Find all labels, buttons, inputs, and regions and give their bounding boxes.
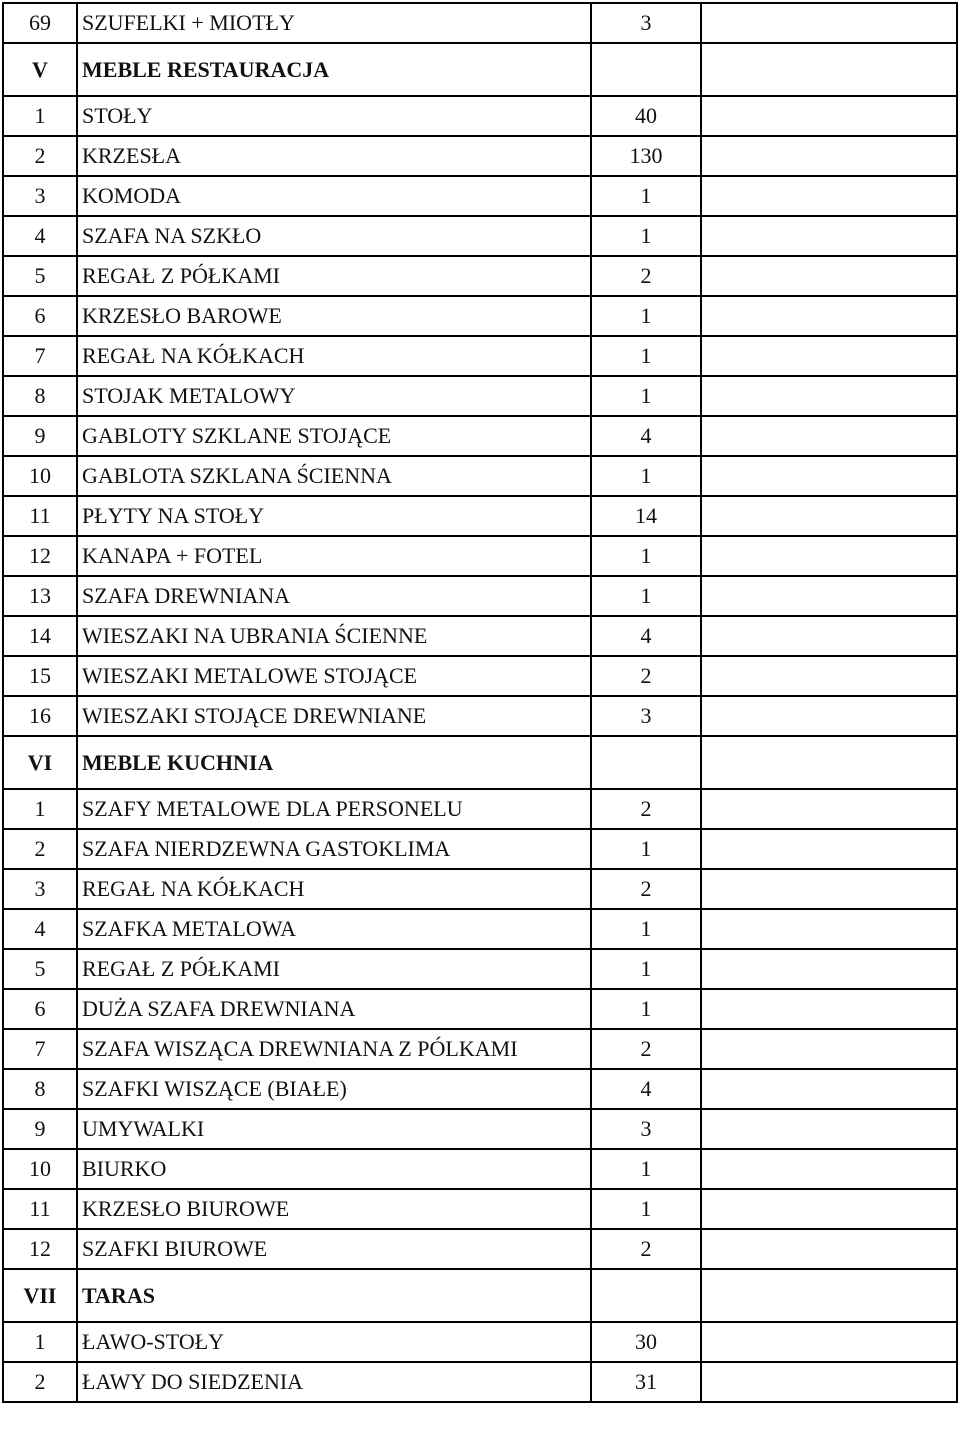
table-row [3, 496, 957, 536]
table-row [3, 789, 957, 829]
item-name-cell: REGAŁ NA KÓŁKACH [77, 336, 591, 376]
quantity-cell: 1 [591, 176, 701, 216]
row-number-cell: 2 [3, 1362, 77, 1402]
row-number-cell: 5 [3, 256, 77, 296]
quantity-cell [591, 1269, 701, 1322]
item-name-cell: WIESZAKI METALOWE STOJĄCE [77, 656, 591, 696]
row-number-cell: 1 [3, 1322, 77, 1362]
item-name-cell: SZAFKI BIUROWE [77, 1229, 591, 1269]
row-number-cell: VII [3, 1269, 77, 1322]
row-number-cell: 9 [3, 1109, 77, 1149]
table-row [3, 829, 957, 869]
section-title-cell: MEBLE RESTAURACJA [77, 43, 591, 96]
item-name-cell: WIESZAKI NA UBRANIA ŚCIENNE [77, 616, 591, 656]
row-number-cell: 4 [3, 216, 77, 256]
quantity-cell: 1 [591, 536, 701, 576]
empty-cell [701, 1109, 957, 1149]
row-number-cell: 10 [3, 456, 77, 496]
empty-cell [701, 3, 957, 43]
quantity-cell: 1 [591, 576, 701, 616]
table-row [3, 1149, 957, 1189]
table-row [3, 296, 957, 336]
row-number-cell: VI [3, 736, 77, 789]
section-header-row [3, 43, 957, 96]
quantity-cell: 4 [591, 616, 701, 656]
empty-cell [701, 416, 957, 456]
table-row [3, 456, 957, 496]
item-name-cell: KRZESŁO BIUROWE [77, 1189, 591, 1229]
table-row [3, 576, 957, 616]
empty-cell [701, 456, 957, 496]
row-number-cell: 15 [3, 656, 77, 696]
quantity-cell: 1 [591, 336, 701, 376]
quantity-cell: 1 [591, 296, 701, 336]
quantity-cell: 1 [591, 1189, 701, 1229]
row-number-cell: 10 [3, 1149, 77, 1189]
row-number-cell: 14 [3, 616, 77, 656]
row-number-cell: 3 [3, 176, 77, 216]
table-row [3, 176, 957, 216]
row-number-cell: 12 [3, 536, 77, 576]
inventory-table-body [3, 3, 957, 1402]
empty-cell [701, 296, 957, 336]
item-name-cell: STOJAK METALOWY [77, 376, 591, 416]
row-number-cell: 12 [3, 1229, 77, 1269]
empty-cell [701, 496, 957, 536]
quantity-cell: 31 [591, 1362, 701, 1402]
quantity-cell: 2 [591, 656, 701, 696]
empty-cell [701, 829, 957, 869]
inventory-table [2, 2, 958, 1403]
quantity-cell: 40 [591, 96, 701, 136]
table-row [3, 1229, 957, 1269]
empty-cell [701, 1069, 957, 1109]
row-number-cell: 2 [3, 829, 77, 869]
item-name-cell: WIESZAKI STOJĄCE DREWNIANE [77, 696, 591, 736]
quantity-cell: 4 [591, 1069, 701, 1109]
row-number-cell: 5 [3, 949, 77, 989]
quantity-cell: 1 [591, 829, 701, 869]
quantity-cell: 2 [591, 1029, 701, 1069]
table-row [3, 376, 957, 416]
item-name-cell: KANAPA + FOTEL [77, 536, 591, 576]
empty-cell [701, 136, 957, 176]
item-name-cell: REGAŁ Z PÓŁKAMI [77, 949, 591, 989]
quantity-cell: 1 [591, 909, 701, 949]
table-row [3, 989, 957, 1029]
item-name-cell: GABLOTA SZKLANA ŚCIENNA [77, 456, 591, 496]
table-row [3, 656, 957, 696]
empty-cell [701, 736, 957, 789]
empty-cell [701, 43, 957, 96]
row-number-cell: 11 [3, 496, 77, 536]
item-name-cell: REGAŁ NA KÓŁKACH [77, 869, 591, 909]
row-number-cell: 16 [3, 696, 77, 736]
table-row [3, 336, 957, 376]
empty-cell [701, 909, 957, 949]
empty-cell [701, 576, 957, 616]
table-row [3, 536, 957, 576]
row-number-cell: 1 [3, 789, 77, 829]
row-number-cell: 6 [3, 989, 77, 1029]
empty-cell [701, 696, 957, 736]
empty-cell [701, 789, 957, 829]
quantity-cell: 2 [591, 869, 701, 909]
table-row [3, 256, 957, 296]
empty-cell [701, 1322, 957, 1362]
quantity-cell: 2 [591, 1229, 701, 1269]
row-number-cell: 1 [3, 96, 77, 136]
row-number-cell: V [3, 43, 77, 96]
table-row [3, 949, 957, 989]
item-name-cell: STOŁY [77, 96, 591, 136]
empty-cell [701, 1269, 957, 1322]
empty-cell [701, 216, 957, 256]
table-row [3, 136, 957, 176]
table-row [3, 909, 957, 949]
empty-cell [701, 989, 957, 1029]
item-name-cell: KRZESŁO BAROWE [77, 296, 591, 336]
item-name-cell: SZAFA WISZĄCA DREWNIANA Z PÓLKAMI [77, 1029, 591, 1069]
empty-cell [701, 536, 957, 576]
section-title-cell: TARAS [77, 1269, 591, 1322]
row-number-cell: 3 [3, 869, 77, 909]
row-number-cell: 7 [3, 336, 77, 376]
empty-cell [701, 1362, 957, 1402]
empty-cell [701, 656, 957, 696]
item-name-cell: DUŻA SZAFA DREWNIANA [77, 989, 591, 1029]
empty-cell [701, 616, 957, 656]
table-row [3, 1189, 957, 1229]
row-number-cell: 9 [3, 416, 77, 456]
table-row [3, 416, 957, 456]
table-row [3, 1029, 957, 1069]
item-name-cell: BIURKO [77, 1149, 591, 1189]
empty-cell [701, 336, 957, 376]
row-number-cell: 8 [3, 1069, 77, 1109]
item-name-cell: REGAŁ Z PÓŁKAMI [77, 256, 591, 296]
empty-cell [701, 96, 957, 136]
item-name-cell: GABLOTY SZKLANE STOJĄCE [77, 416, 591, 456]
quantity-cell: 3 [591, 1109, 701, 1149]
item-name-cell: ŁAWO-STOŁY [77, 1322, 591, 1362]
quantity-cell: 1 [591, 376, 701, 416]
table-row [3, 216, 957, 256]
quantity-cell: 1 [591, 949, 701, 989]
empty-cell [701, 949, 957, 989]
quantity-cell: 1 [591, 456, 701, 496]
quantity-cell: 130 [591, 136, 701, 176]
row-number-cell: 8 [3, 376, 77, 416]
empty-cell [701, 869, 957, 909]
row-number-cell: 69 [3, 3, 77, 43]
empty-cell [701, 1149, 957, 1189]
empty-cell [701, 376, 957, 416]
item-name-cell: SZAFA DREWNIANA [77, 576, 591, 616]
item-name-cell: ŁAWY DO SIEDZENIA [77, 1362, 591, 1402]
quantity-cell: 3 [591, 696, 701, 736]
row-number-cell: 7 [3, 1029, 77, 1069]
item-name-cell: SZAFA NIERDZEWNA GASTOKLIMA [77, 829, 591, 869]
quantity-cell: 3 [591, 3, 701, 43]
table-row [3, 1069, 957, 1109]
table-row [3, 3, 957, 43]
quantity-cell: 1 [591, 989, 701, 1029]
empty-cell [701, 1229, 957, 1269]
section-header-row [3, 1269, 957, 1322]
quantity-cell: 2 [591, 789, 701, 829]
quantity-cell: 2 [591, 256, 701, 296]
row-number-cell: 13 [3, 576, 77, 616]
table-row [3, 1362, 957, 1402]
item-name-cell: SZAFKA METALOWA [77, 909, 591, 949]
item-name-cell: SZUFELKI + MIOTŁY [77, 3, 591, 43]
row-number-cell: 4 [3, 909, 77, 949]
row-number-cell: 11 [3, 1189, 77, 1229]
section-title-cell: MEBLE KUCHNIA [77, 736, 591, 789]
quantity-cell: 4 [591, 416, 701, 456]
item-name-cell: PŁYTY NA STOŁY [77, 496, 591, 536]
item-name-cell: SZAFKI WISZĄCE (BIAŁE) [77, 1069, 591, 1109]
table-row [3, 1322, 957, 1362]
item-name-cell: UMYWALKI [77, 1109, 591, 1149]
quantity-cell: 14 [591, 496, 701, 536]
quantity-cell [591, 43, 701, 96]
table-row [3, 96, 957, 136]
empty-cell [701, 176, 957, 216]
empty-cell [701, 1029, 957, 1069]
section-header-row [3, 736, 957, 789]
row-number-cell: 2 [3, 136, 77, 176]
quantity-cell: 1 [591, 216, 701, 256]
item-name-cell: SZAFA NA SZKŁO [77, 216, 591, 256]
table-row [3, 696, 957, 736]
table-row [3, 616, 957, 656]
item-name-cell: SZAFY METALOWE DLA PERSONELU [77, 789, 591, 829]
row-number-cell: 6 [3, 296, 77, 336]
quantity-cell: 1 [591, 1149, 701, 1189]
item-name-cell: KOMODA [77, 176, 591, 216]
empty-cell [701, 1189, 957, 1229]
quantity-cell [591, 736, 701, 789]
quantity-cell: 30 [591, 1322, 701, 1362]
empty-cell [701, 256, 957, 296]
table-row [3, 869, 957, 909]
item-name-cell: KRZESŁA [77, 136, 591, 176]
table-row [3, 1109, 957, 1149]
